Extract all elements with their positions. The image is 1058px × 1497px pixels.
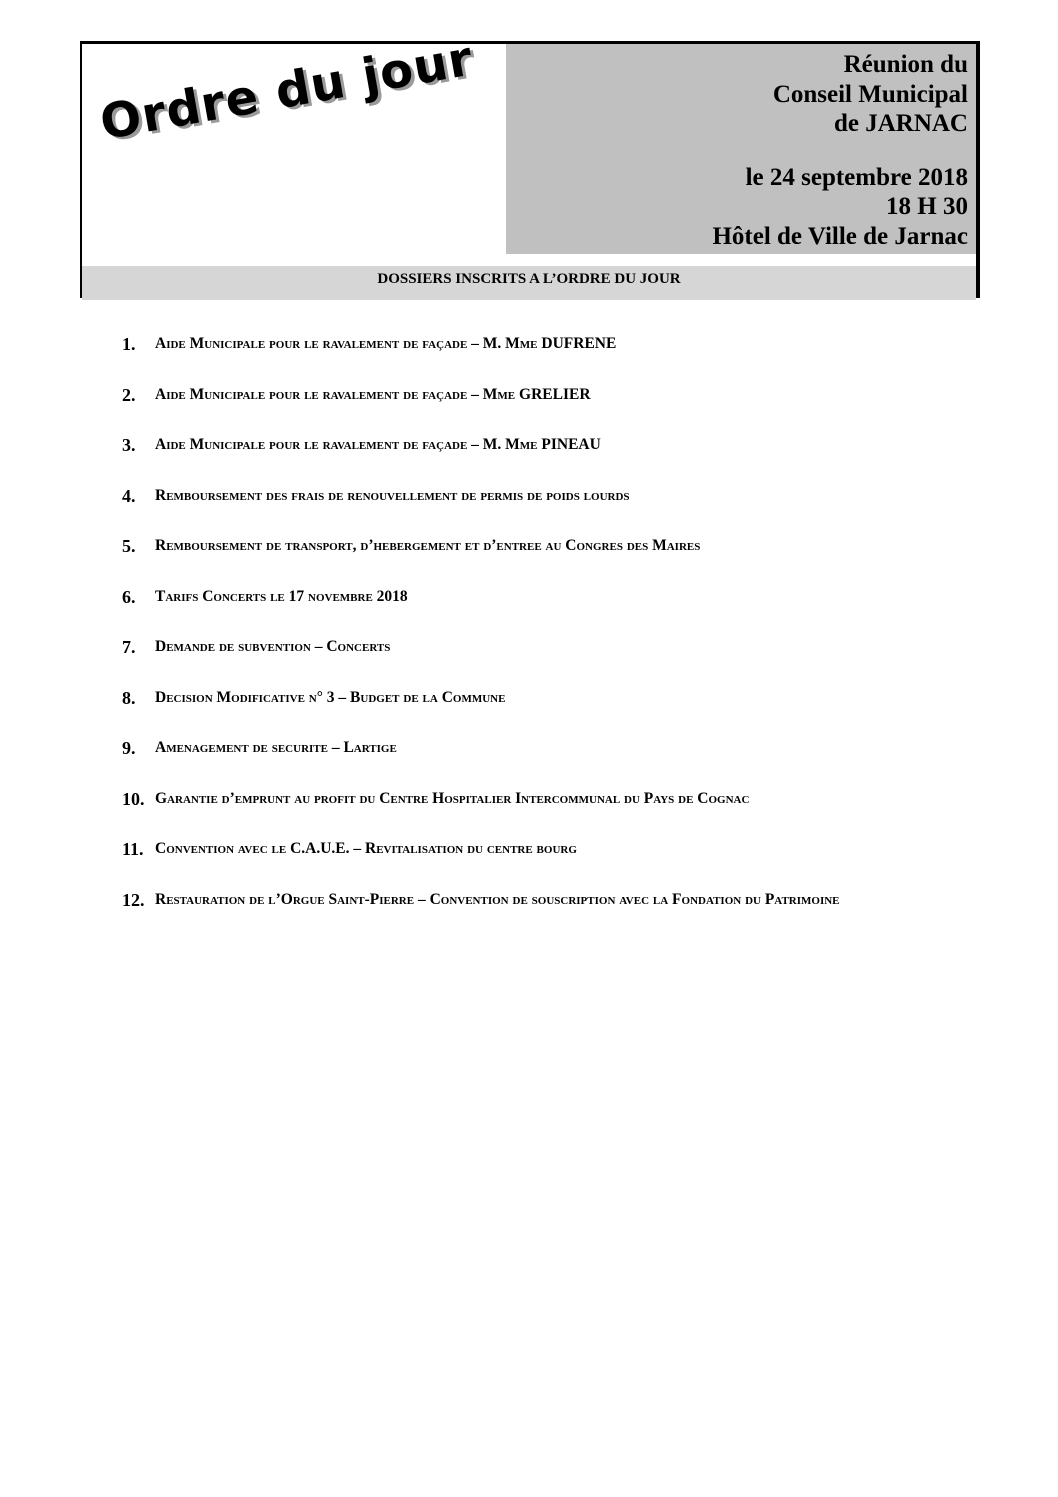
agenda-item-number: 10.: [122, 788, 145, 809]
agenda-item-text: Aide Municipale pour le ravalement de façade – Mme GRELIER: [155, 385, 591, 403]
agenda-item-text: Aide Municipale pour le ravalement de façade – M. Mme PINEAU: [155, 436, 601, 453]
agenda-item: [122, 875, 968, 926]
meeting-date: le 24 septembre 2018: [745, 163, 968, 191]
agenda-item-number: 1.: [122, 334, 136, 354]
agenda-item-number: 5.: [122, 536, 136, 556]
agenda-item: [122, 471, 968, 522]
agenda-item-text: Convention avec le C.A.U.E. – Revitalisation du centre bourg: [155, 840, 577, 857]
agenda-item: [122, 723, 968, 774]
agenda-item-number: 12.: [122, 889, 145, 910]
agenda-item-number: 11.: [122, 839, 144, 859]
agenda-item-number: 6.: [122, 586, 136, 607]
agenda-item: [122, 319, 968, 370]
agenda-item-number: 2.: [122, 384, 136, 405]
agenda-item-number: 4.: [122, 485, 136, 506]
agenda-list: [122, 319, 968, 925]
agenda-item-text: Decision Modificative n° 3 – Budget de la Commune: [155, 688, 506, 706]
dossiers-heading: DOSSIERS INSCRITS A L’ORDRE DU JOUR: [82, 266, 976, 300]
agenda-item-text: Remboursement des frais de renouvellement de permis de poids lourds: [155, 486, 630, 504]
meeting-info-panel: [506, 44, 976, 254]
agenda-item-number: 9.: [122, 738, 136, 758]
agenda-item: [122, 370, 968, 421]
agenda-item-text: Amenagement de securite – Lartige: [155, 739, 397, 756]
agenda-item: [122, 673, 968, 724]
meeting-time: 18 H 30: [886, 193, 968, 220]
agenda-item-text: Remboursement de transport, d’hebergement et d’entree au Congres des Maires: [155, 537, 701, 554]
agenda-item: [122, 572, 968, 623]
header-box: [80, 30, 980, 298]
title-area: [82, 30, 507, 254]
meeting-line: de JARNAC: [833, 110, 968, 137]
agenda-item-text: Tarifs Concerts le 17 novembre 2018: [155, 587, 408, 605]
agenda-item-text: Restauration de l’Orgue Saint-Pierre – Convention de souscription avec la Fondation du Patrimoine: [155, 890, 840, 908]
agenda-item: [122, 622, 968, 673]
agenda-item: [122, 521, 968, 572]
agenda-item-number: 7.: [122, 637, 136, 657]
agenda-item-number: 3.: [122, 435, 136, 455]
agenda-item: [122, 420, 968, 471]
agenda-item-text: Garantie d’emprunt au profit du Centre Hospitalier Intercommunal du Pays de Cognac: [155, 789, 750, 807]
page-title: Ordre du jour: [96, 30, 478, 152]
agenda-item-text: Demande de subvention – Concerts: [155, 638, 391, 655]
agenda-item: [122, 824, 968, 875]
agenda-item: [122, 774, 968, 825]
agenda-item-number: 8.: [122, 687, 136, 708]
meeting-line: Réunion du: [843, 51, 968, 78]
meeting-location: Hôtel de Ville de Jarnac: [712, 222, 968, 250]
agenda-item-text: Aide Municipale pour le ravalement de façade – M. Mme DUFRENE: [155, 335, 617, 352]
meeting-line: Conseil Municipal: [772, 80, 968, 108]
